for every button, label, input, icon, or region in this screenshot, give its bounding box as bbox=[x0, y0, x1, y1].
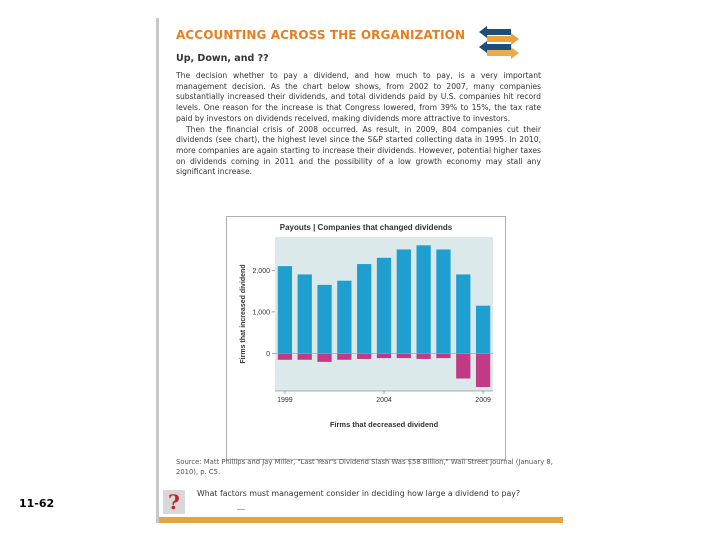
x-tick-label: 1999 bbox=[277, 397, 293, 404]
bar-decreased-2003 bbox=[357, 354, 371, 359]
bar-decreased-2009 bbox=[476, 354, 490, 387]
exchange-arrows-icon bbox=[479, 25, 519, 59]
bar-increased-2004 bbox=[377, 258, 391, 354]
chart-svg bbox=[227, 217, 505, 459]
y-tick-label: 0 bbox=[266, 351, 270, 359]
bar-decreased-2007 bbox=[436, 354, 450, 359]
x-axis-label: Firms that decreased dividend bbox=[329, 420, 439, 429]
slide-number: 11-62 bbox=[19, 497, 55, 510]
textbook-page bbox=[156, 18, 563, 523]
bar-increased-2003 bbox=[357, 264, 371, 353]
article-body bbox=[176, 71, 541, 178]
bar-increased-2005 bbox=[397, 249, 411, 353]
bar-increased-2009 bbox=[476, 306, 490, 354]
article-paragraph-2: Then the financial crisis of 2008 occurred. As result, in 2009, 804 companies cut their dividends (see chart), the highest level since the S&P started collecting data in 1995. In 2010, more companies are again starting to increase their dividends. However, potential higher taxes on dividends coming in 2011 and the possibility of a low growth economy may stall any significant increase. bbox=[176, 124, 541, 177]
article-subtitle: Up, Down, and ?? bbox=[176, 53, 269, 64]
section-title: ACCOUNTING ACROSS THE ORGANIZATION bbox=[176, 28, 466, 42]
bar-increased-2008 bbox=[456, 274, 470, 353]
y-tick-label: 2,000 bbox=[252, 267, 270, 275]
dividend-chart bbox=[226, 216, 506, 460]
bar-decreased-2006 bbox=[417, 354, 431, 359]
footer-bar bbox=[159, 517, 563, 523]
bar-decreased-2005 bbox=[397, 354, 411, 359]
question-mark-icon: ? bbox=[163, 490, 185, 514]
y-tick-label: 1,000 bbox=[252, 309, 270, 317]
bar-increased-2001 bbox=[317, 285, 331, 354]
bar-increased-2000 bbox=[298, 274, 312, 353]
article-paragraph-1: The decision whether to pay a dividend, and how much to pay, is a very important management decision. As the chart below shows, from 2002 to 2007, many companies substantially increased their dividends, and total dividends paid by U.S. companies hit record levels. One reason for the increase is that Congress lowered, from 39% to 15%, the tax rate paid by investors on dividends received, making dividends more attractive to investors. bbox=[176, 71, 541, 123]
bar-decreased-2001 bbox=[317, 354, 331, 362]
bar-decreased-2004 bbox=[377, 354, 391, 359]
source-citation: Source: Matt Phillips and Jay Miller, "Last Year's Dividend Slash Was $58 Billion," Wall Street Journal (January 8, 2010), p. C5. bbox=[176, 458, 553, 476]
bar-increased-2007 bbox=[436, 249, 450, 353]
bar-decreased-2008 bbox=[456, 354, 470, 379]
x-tick-label: 2004 bbox=[376, 397, 392, 404]
bar-increased-2002 bbox=[337, 281, 351, 354]
y-axis-label: Firms that increased dividend bbox=[240, 264, 247, 364]
discussion-question: What factors must management consider in deciding how large a dividend to pay? bbox=[197, 489, 520, 498]
bar-increased-1999 bbox=[278, 266, 292, 353]
bar-decreased-1999 bbox=[278, 354, 292, 360]
x-tick-label: 2009 bbox=[475, 397, 491, 404]
bar-decreased-2000 bbox=[298, 354, 312, 360]
chart-title: Payouts | Companies that changed dividends bbox=[279, 223, 453, 232]
answer-link-mark[interactable] bbox=[237, 509, 245, 510]
bar-decreased-2002 bbox=[337, 354, 351, 360]
bar-increased-2006 bbox=[417, 245, 431, 353]
